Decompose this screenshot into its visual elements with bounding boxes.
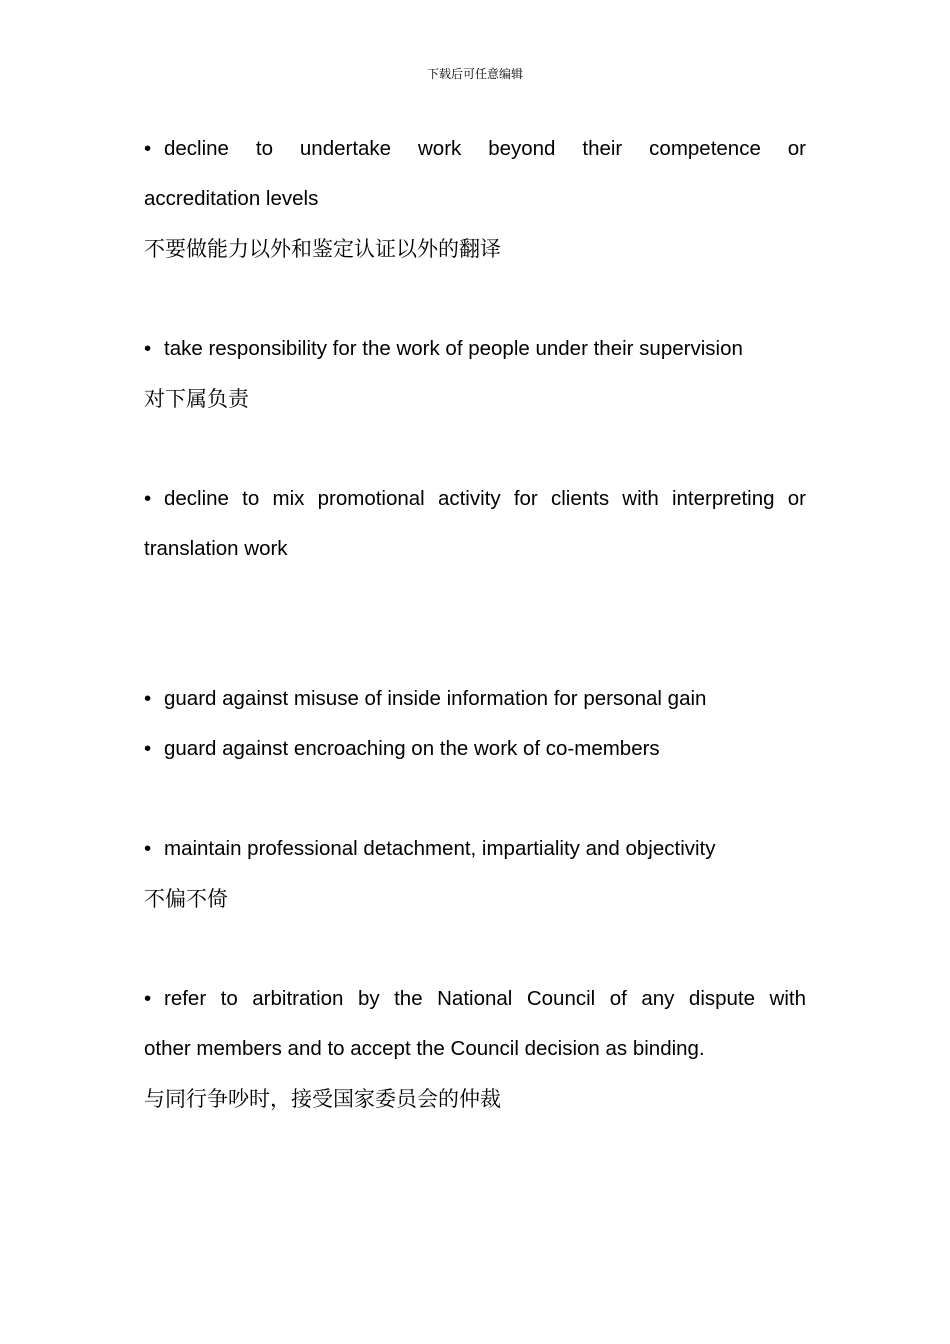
- list-item-7-line-2: other members and to accept the Council decision as binding.: [144, 1037, 705, 1060]
- list-item-2-translation: 对下属负责: [144, 387, 249, 411]
- spacer: [144, 274, 806, 324]
- list-item-text: maintain professional detachment, impartiality and objectivity: [164, 837, 716, 860]
- bullet: •: [144, 687, 152, 710]
- spacer: [144, 574, 806, 624]
- bullet: •: [144, 837, 152, 860]
- bullet: •: [144, 337, 152, 360]
- spacer: [144, 924, 806, 974]
- list-item-6-translation: 不偏不倚: [144, 887, 228, 911]
- list-item-1-line-2: accreditation levels: [144, 187, 319, 210]
- document-body: [144, 124, 806, 1124]
- bullet: •: [144, 987, 152, 1010]
- list-item-5-line-1: [144, 724, 806, 774]
- list-item-1-translation: 不要做能力以外和鉴定认证以外的翻译: [144, 237, 501, 261]
- list-item-7-translation: 与同行争吵时，接受国家委员会的仲裁: [144, 1087, 501, 1111]
- list-item-text: guard against encroaching on the work of co-members: [164, 737, 660, 760]
- spacer: [144, 624, 806, 674]
- bullet: •: [144, 737, 152, 760]
- list-item-7-line-1: [144, 974, 806, 1024]
- list-item-3-line-2: translation work: [144, 537, 288, 560]
- list-item-3-line-1: [144, 474, 806, 524]
- spacer: [144, 774, 806, 824]
- list-item-text: refer to arbitration by the National Council of any dispute with: [164, 987, 806, 1010]
- list-item-4-line-1: [144, 674, 806, 724]
- list-item-1-line-1: [144, 124, 806, 174]
- bullet: •: [144, 487, 152, 510]
- list-item-text: decline to undertake work beyond their competence or: [164, 137, 806, 160]
- spacer: [144, 424, 806, 474]
- list-item-text: guard against misuse of inside information for personal gain: [164, 687, 707, 710]
- list-item-text: take responsibility for the work of people under their supervision: [164, 337, 743, 360]
- list-item-6-line-1: [144, 824, 806, 874]
- bullet: •: [144, 137, 152, 160]
- list-item-2-line-1: [144, 324, 806, 374]
- page-header: 下载后可任意编辑: [426, 67, 523, 81]
- list-item-text: decline to mix promotional activity for clients with interpreting or: [164, 487, 806, 510]
